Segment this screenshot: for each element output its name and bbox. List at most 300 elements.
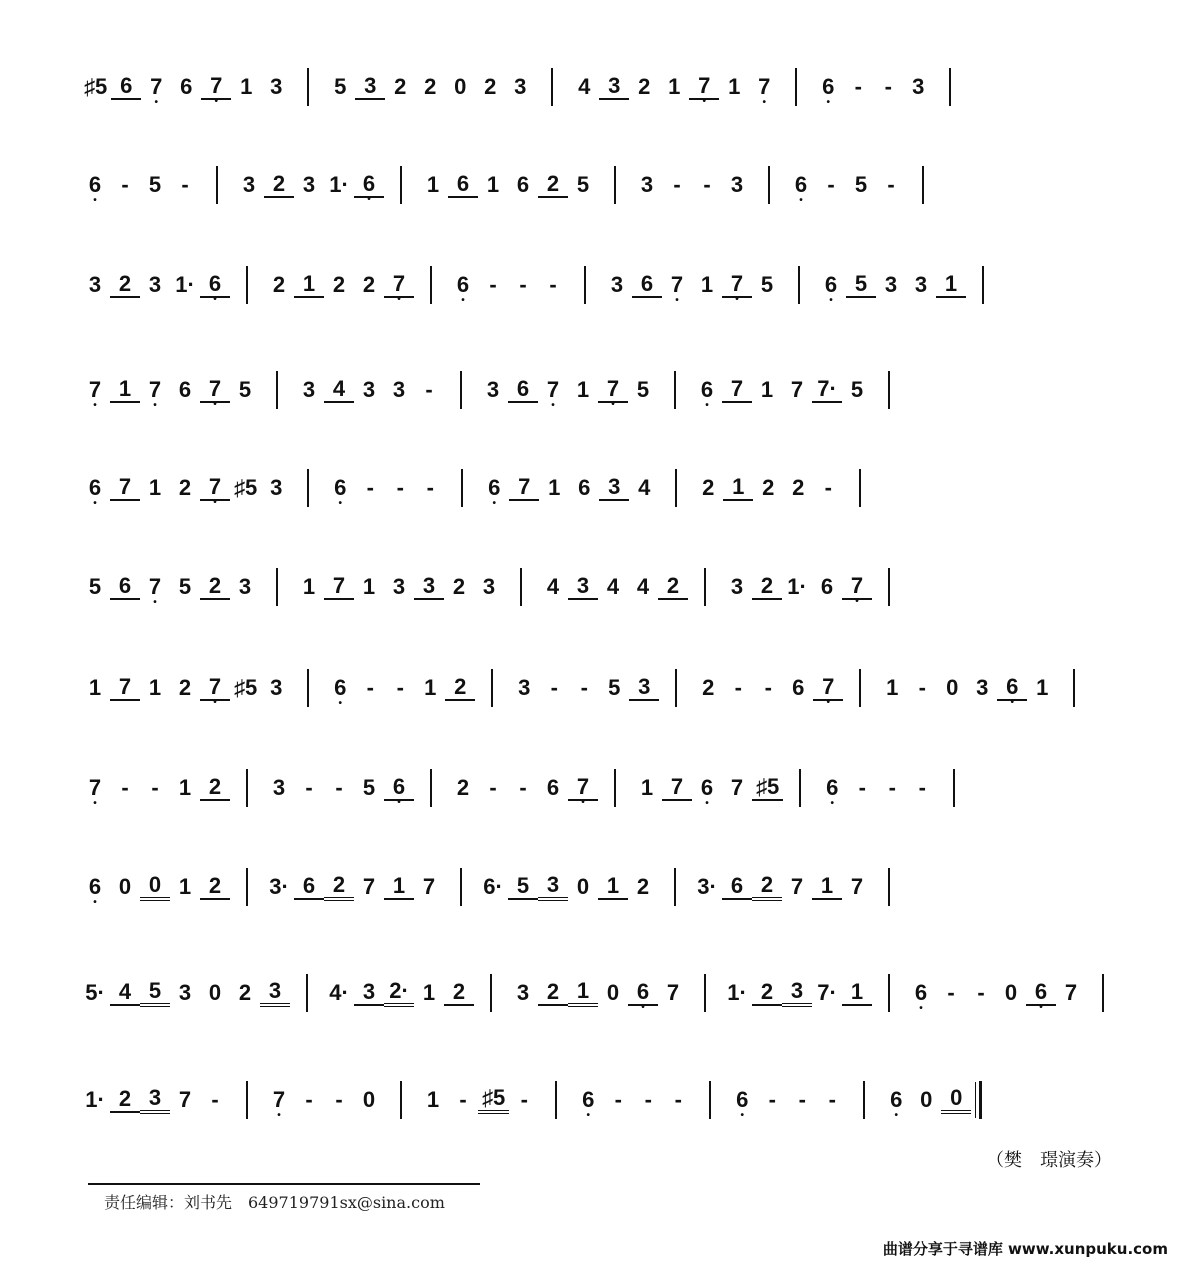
dash: -	[121, 775, 129, 800]
note: 3	[178, 980, 192, 1005]
barline	[584, 266, 586, 304]
barline	[551, 68, 553, 106]
barline	[953, 769, 955, 807]
dash: -	[211, 1087, 219, 1112]
dash: -	[305, 775, 313, 800]
measure	[632, 173, 752, 197]
measure	[294, 377, 444, 403]
performer-credit: （樊 璟演奏）	[986, 1150, 1112, 1171]
note: 3·	[269, 874, 289, 899]
note: 3	[242, 172, 256, 197]
measure	[816, 272, 966, 298]
note: 7	[666, 980, 680, 1005]
note: 4	[110, 980, 140, 1006]
note: 1	[700, 272, 714, 297]
measure	[80, 775, 230, 801]
note: 3	[362, 377, 376, 402]
note: 7 •	[689, 74, 719, 100]
note: 4	[606, 574, 620, 599]
barline	[1073, 669, 1075, 707]
note: 5	[850, 377, 864, 402]
note: 4	[546, 574, 560, 599]
barline	[460, 371, 462, 409]
dash: -	[489, 775, 497, 800]
note: 1	[812, 874, 842, 900]
note: 5	[636, 377, 650, 402]
note: 1	[148, 675, 162, 700]
note: 6 •	[80, 476, 110, 500]
note: 1	[842, 980, 872, 1006]
barline	[674, 371, 676, 409]
note: 6	[111, 74, 141, 100]
note: 5	[608, 675, 621, 700]
note: 7	[178, 1087, 192, 1112]
note: 3	[482, 574, 496, 599]
note: 6 •	[628, 980, 658, 1006]
note: 2	[324, 873, 354, 901]
measure	[80, 574, 260, 600]
note: 0	[941, 1086, 971, 1114]
note: 5	[178, 574, 192, 599]
note: 2	[762, 475, 775, 500]
note: 3	[270, 74, 283, 99]
barline	[863, 1081, 865, 1119]
dash: -	[828, 1087, 836, 1112]
barline	[949, 68, 951, 106]
note: 1	[936, 272, 966, 298]
barline	[982, 266, 984, 304]
note: 7 •	[200, 377, 230, 403]
dash: -	[977, 980, 985, 1005]
note: 1·	[85, 1087, 105, 1112]
note: 6	[722, 874, 752, 900]
note: 6 •	[727, 1088, 757, 1112]
note: 7·	[812, 377, 842, 403]
note: 7 •	[80, 378, 110, 402]
note: ♯5	[84, 74, 108, 99]
dash: -	[425, 377, 433, 402]
note: 3	[486, 377, 500, 402]
note: 2	[444, 980, 474, 1006]
dash: -	[764, 675, 772, 700]
note: 7 •	[200, 675, 230, 701]
footer-divider	[88, 1183, 480, 1185]
note: 6 •	[816, 273, 846, 297]
score-row	[80, 365, 1120, 415]
note: 3	[599, 74, 629, 100]
note: 2	[752, 980, 782, 1006]
score-row	[80, 160, 1120, 210]
dash: -	[519, 272, 527, 297]
measure	[602, 272, 782, 298]
note: 6 •	[325, 676, 355, 700]
dash: -	[580, 675, 588, 700]
note: 4	[636, 574, 650, 599]
note: 3	[260, 979, 290, 1007]
note: 6	[508, 377, 538, 403]
note: 6	[632, 272, 662, 298]
note: 6	[110, 574, 140, 600]
note: 7 •	[813, 675, 843, 701]
note: 1	[88, 675, 102, 700]
note: 5	[760, 272, 774, 297]
note: 6 •	[80, 173, 110, 197]
note: 7 •	[140, 378, 170, 402]
note: 2	[200, 874, 230, 900]
note: 3	[270, 475, 283, 500]
measure	[478, 377, 658, 403]
measure	[264, 272, 414, 298]
note: 7	[790, 377, 804, 402]
note: 3	[270, 675, 283, 700]
note: 6	[294, 874, 324, 900]
note: 7	[850, 874, 864, 899]
note: 4	[638, 475, 651, 500]
measure	[80, 74, 291, 100]
dash: -	[888, 775, 896, 800]
note: 7 •	[201, 74, 231, 100]
measure	[264, 1088, 384, 1112]
note: 3	[914, 272, 928, 297]
barline	[614, 166, 616, 204]
note: 0	[946, 675, 959, 700]
barline	[614, 769, 616, 807]
note: 7	[110, 675, 140, 701]
note: 1·	[727, 980, 747, 1005]
score-row	[80, 968, 1120, 1018]
note: 3	[518, 675, 531, 700]
note: 1	[384, 874, 414, 900]
note: 5	[854, 172, 868, 197]
note: 2	[752, 574, 782, 600]
barline	[859, 469, 861, 507]
measure	[448, 775, 598, 801]
note: 2	[452, 574, 466, 599]
note: 7	[110, 475, 140, 501]
measure	[264, 873, 444, 901]
note: 3	[238, 574, 252, 599]
dash: -	[768, 1087, 776, 1112]
note: 2	[424, 74, 437, 99]
dash: -	[426, 475, 434, 500]
note: 3	[392, 377, 406, 402]
note: 2	[638, 74, 651, 99]
note: 2	[702, 475, 715, 500]
note: 6·	[483, 874, 503, 899]
measure	[418, 172, 598, 198]
measure	[479, 475, 659, 501]
barline	[246, 868, 248, 906]
note: 7 •	[538, 378, 568, 402]
score-row	[80, 763, 1120, 813]
measure	[80, 675, 291, 701]
barline	[704, 974, 706, 1012]
barline	[400, 166, 402, 204]
measure	[80, 1086, 230, 1114]
note: 6	[178, 377, 192, 402]
measure	[80, 173, 200, 197]
note: 2	[538, 172, 568, 198]
barline	[888, 868, 890, 906]
barline	[246, 1081, 248, 1119]
dash: -	[644, 1087, 652, 1112]
note: 7 •	[722, 272, 752, 298]
dash: -	[827, 172, 835, 197]
note: 7 •	[662, 273, 692, 297]
measure	[569, 74, 779, 100]
note: 3	[140, 1086, 170, 1114]
barline	[795, 68, 797, 106]
barline	[246, 769, 248, 807]
note: 1	[760, 377, 774, 402]
site-watermark: 曲谱分享于寻谱库 www.xunpuku.com	[882, 1240, 1168, 1258]
score-row	[80, 463, 1120, 513]
note: 2	[200, 574, 230, 600]
note: 1·	[175, 272, 195, 297]
note: 3	[354, 980, 384, 1006]
dash: -	[674, 1087, 682, 1112]
note: 1	[576, 377, 590, 402]
dash: -	[673, 172, 681, 197]
dash: -	[854, 74, 862, 99]
measure	[478, 873, 658, 901]
barline	[675, 669, 677, 707]
score-row	[80, 260, 1120, 310]
dash: -	[519, 775, 527, 800]
dash: -	[305, 1087, 313, 1112]
barline	[400, 1081, 402, 1119]
note: 7 •	[568, 775, 598, 801]
note: 7 •	[264, 1088, 294, 1112]
note: 3	[976, 675, 989, 700]
barline	[276, 371, 278, 409]
note: 6 •	[813, 75, 843, 99]
note: 5	[362, 775, 376, 800]
note: 1	[362, 574, 376, 599]
measure	[727, 1088, 847, 1112]
measure	[817, 776, 937, 800]
measure	[448, 273, 568, 297]
dash: -	[335, 1087, 343, 1112]
note: 0	[606, 980, 620, 1005]
note: 6 •	[384, 775, 414, 801]
measure	[80, 475, 291, 501]
note: 1	[110, 377, 140, 403]
note: ♯5	[234, 475, 258, 500]
measure	[418, 1086, 539, 1114]
note: 3	[414, 574, 444, 600]
note: 2	[456, 775, 470, 800]
barline	[675, 469, 677, 507]
score-row	[80, 663, 1120, 713]
note: 4	[324, 377, 354, 403]
note: 2	[702, 675, 715, 700]
barline	[460, 868, 462, 906]
measure	[813, 75, 933, 99]
note: 0	[576, 874, 590, 899]
note: 6 •	[997, 675, 1027, 701]
note: 3	[538, 873, 568, 901]
note: 1	[178, 775, 192, 800]
barline	[307, 469, 309, 507]
note: 0	[920, 1087, 933, 1112]
score-row	[80, 62, 1120, 112]
dash: -	[181, 172, 189, 197]
note: 6	[516, 172, 530, 197]
note: 6 •	[1026, 980, 1056, 1006]
note: 5	[238, 377, 252, 402]
note: 2	[110, 1087, 140, 1113]
note: 3	[516, 980, 530, 1005]
note: 1	[598, 874, 628, 900]
barline	[490, 974, 492, 1012]
note: 2	[178, 475, 192, 500]
note: 1	[1036, 675, 1049, 700]
dash: -	[335, 775, 343, 800]
note: 6	[448, 172, 478, 198]
measure	[325, 675, 475, 701]
barline	[216, 166, 218, 204]
note: 7	[722, 377, 752, 403]
measure	[722, 574, 872, 600]
note: 1	[294, 272, 324, 298]
note: 1	[486, 172, 500, 197]
note: 3	[782, 979, 812, 1007]
note: 3	[302, 377, 316, 402]
note: 0	[362, 1087, 376, 1112]
note: 7 •	[749, 75, 779, 99]
note: 0	[118, 874, 132, 899]
barline	[555, 1081, 557, 1119]
dash: -	[550, 675, 558, 700]
note: 6 •	[692, 776, 722, 800]
note: 5·	[85, 980, 105, 1005]
note: 5	[140, 979, 170, 1007]
measure	[538, 574, 688, 600]
barline	[461, 469, 463, 507]
measure	[325, 476, 445, 500]
note: 5	[334, 74, 347, 99]
dash: -	[396, 475, 404, 500]
note: 2	[752, 873, 782, 901]
note: ♯5	[478, 1086, 509, 1114]
measure	[877, 675, 1057, 701]
note: 2	[362, 272, 376, 297]
note: 2	[394, 74, 407, 99]
measure	[264, 775, 414, 801]
barline	[1102, 974, 1104, 1012]
note: 6 •	[200, 272, 230, 298]
note: 3	[568, 574, 598, 600]
note: 1	[728, 74, 741, 99]
note: 2	[110, 272, 140, 298]
note: 0	[208, 980, 222, 1005]
barline	[798, 266, 800, 304]
note: 6 •	[573, 1088, 603, 1112]
dash: -	[366, 475, 374, 500]
note: 7 •	[140, 575, 170, 599]
note: 7 •	[80, 776, 110, 800]
note: 7	[790, 874, 804, 899]
dash: -	[858, 775, 866, 800]
measure	[693, 675, 843, 701]
note: ♯5	[752, 775, 783, 801]
dash: -	[798, 1087, 806, 1112]
measure	[80, 377, 260, 403]
note: 3	[730, 574, 744, 599]
note: 3	[629, 675, 659, 701]
note: 6 •	[479, 476, 509, 500]
barline	[888, 371, 890, 409]
score-row	[80, 1075, 1120, 1125]
note: 3	[392, 574, 406, 599]
note: 1	[424, 675, 437, 700]
dash: -	[734, 675, 742, 700]
measure	[508, 979, 688, 1007]
note: 1·	[787, 574, 807, 599]
note: 7	[422, 874, 436, 899]
note: 2	[264, 172, 294, 198]
measure	[509, 675, 659, 701]
measure	[786, 173, 906, 197]
barline	[922, 166, 924, 204]
note: 7·	[817, 980, 837, 1005]
note: 1	[302, 574, 316, 599]
dash: -	[549, 272, 557, 297]
score-row	[80, 562, 1120, 612]
measure	[80, 979, 290, 1007]
note: 3	[272, 775, 286, 800]
note: 5	[148, 172, 162, 197]
barline	[704, 568, 706, 606]
note: 2·	[384, 979, 414, 1007]
note: 2	[484, 74, 497, 99]
measure	[294, 574, 504, 600]
note: 5	[576, 172, 590, 197]
note: 6	[546, 775, 560, 800]
barline	[799, 769, 801, 807]
note: 2	[445, 675, 475, 701]
barline	[768, 166, 770, 204]
note: 2	[238, 980, 252, 1005]
measure	[325, 74, 535, 100]
note: 4	[578, 74, 591, 99]
barline	[709, 1081, 711, 1119]
note: 6 •	[325, 476, 355, 500]
note: 0	[454, 74, 467, 99]
note: 7 •	[598, 377, 628, 403]
note: 3	[302, 172, 316, 197]
measure	[906, 980, 1086, 1006]
note: 7 •	[842, 574, 872, 600]
note: 6	[820, 574, 834, 599]
note: 7	[362, 874, 376, 899]
note: 6 •	[354, 172, 384, 198]
note: 1	[568, 979, 598, 1007]
dash: -	[947, 980, 955, 1005]
barline	[307, 68, 309, 106]
note: 2	[636, 874, 650, 899]
note: 3	[599, 475, 629, 501]
note: 1	[426, 172, 440, 197]
note: 7 •	[384, 272, 414, 298]
barline	[674, 868, 676, 906]
barline	[888, 568, 890, 606]
note: 0	[1004, 980, 1018, 1005]
dash: -	[121, 172, 129, 197]
note: 3	[514, 74, 527, 99]
note: 2	[332, 272, 346, 297]
